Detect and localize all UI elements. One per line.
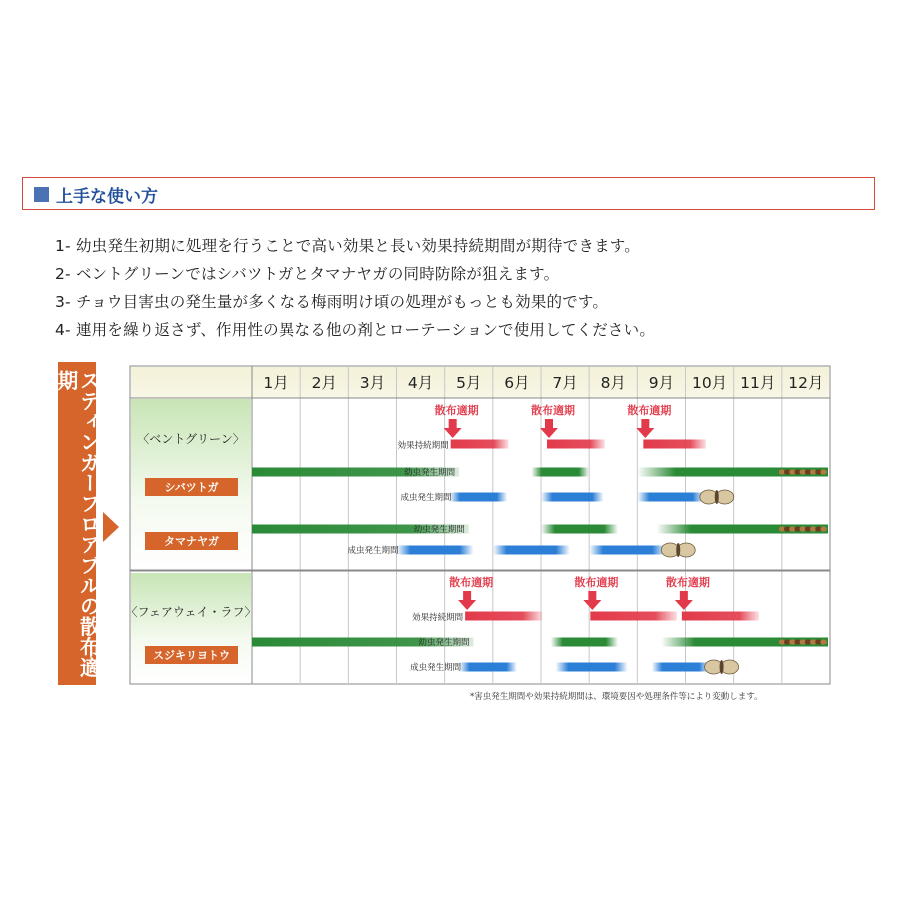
adult-period-bar [652, 663, 710, 672]
month-label: 3月 [359, 374, 386, 392]
month-label: 7月 [552, 374, 578, 392]
section-label-bg [131, 573, 251, 683]
month-label: 4月 [407, 374, 434, 392]
adult-label: 成虫発生期間 [400, 493, 452, 503]
adult-period-bar [459, 663, 517, 672]
spray-arrow-icon [545, 419, 553, 428]
adult-period-bar [589, 546, 666, 555]
footnote: *害虫発生期間や効果持続期間は、環境要因や処理条件等により変動します。 [470, 692, 763, 702]
spray-label: 散布適期 [574, 576, 619, 589]
tip-item: 4- 連用を繰り返さず、作用性の異なる他の剤とローテーションで使用してください。 [55, 321, 656, 339]
moth-icon [715, 490, 719, 504]
month-label: 11月 [740, 374, 776, 392]
caterpillar-icon [820, 469, 826, 474]
month-label: 12月 [788, 374, 824, 392]
spray-arrow-icon [641, 419, 649, 428]
spray-label: 散布適期 [434, 404, 479, 417]
effect-label: 効果持続期間 [412, 613, 464, 623]
spray-label: 散布適期 [531, 404, 575, 417]
larva-label: 幼虫発生期間 [418, 638, 470, 648]
spray-arrow-icon [680, 591, 688, 600]
section-title: 上手な使い方 [56, 187, 158, 207]
pest-name: タマナヤガ [164, 535, 219, 548]
spray-label: 散布適期 [627, 404, 672, 417]
spray-arrow-icon [449, 419, 457, 428]
adult-label: 成虫発生期間 [347, 546, 399, 556]
effect-label: 効果持続期間 [397, 441, 449, 451]
effect-duration-bar [643, 440, 706, 449]
spray-label: 散布適期 [449, 576, 494, 589]
section-name: 〈フェアウェイ・ラフ〉 [125, 605, 257, 619]
tip-item: 1- 幼虫発生初期に処理を行うことで高い効果と長い効果持続期間が期待できます。 [55, 237, 640, 255]
month-label: 5月 [456, 374, 482, 392]
effect-duration-bar [547, 440, 605, 449]
month-label: 8月 [600, 374, 626, 392]
pest-name: スジキリヨトウ [153, 649, 230, 662]
month-label: 2月 [311, 374, 337, 392]
adult-label: 成虫発生期間 [410, 663, 462, 673]
spray-arrow-icon [463, 591, 471, 600]
tip-item: 3- チョウ目害虫の発生量が多くなる梅雨明け頃の処理がもっとも効果的です。 [55, 293, 609, 311]
adult-period-bar [397, 546, 474, 555]
larva-label: 幼虫発生期間 [404, 468, 456, 478]
effect-duration-bar [451, 440, 509, 449]
caterpillar-icon [820, 526, 826, 531]
effect-duration-bar [682, 612, 759, 621]
month-label: 10月 [691, 374, 728, 392]
moth-icon [676, 543, 680, 557]
adult-period-bar [541, 493, 604, 502]
larva-period-bar [531, 468, 589, 477]
adult-period-bar [493, 546, 570, 555]
spray-label: 散布適期 [665, 576, 710, 589]
month-label: 1月 [263, 374, 289, 392]
adult-period-bar [449, 493, 507, 502]
side-title: スティンガーフロアブルの散布適期 [54, 370, 101, 678]
effect-duration-bar [465, 612, 542, 621]
larva-label: 幼虫発生期間 [413, 525, 465, 535]
pest-name: シバツトガ [164, 481, 219, 494]
month-label: 9月 [648, 374, 675, 392]
effect-duration-bar [590, 612, 677, 621]
larva-period-bar [541, 525, 618, 534]
section-name: 〈ベントグリーン〉 [137, 432, 245, 446]
tip-item: 2- ベントグリーンではシバツトガとタマナヤガの同時防除が狙えます。 [55, 265, 560, 283]
adult-period-bar [555, 663, 627, 672]
caterpillar-icon [820, 639, 826, 644]
moth-icon [720, 660, 724, 674]
month-label: 6月 [504, 374, 530, 392]
adult-period-bar [637, 493, 704, 502]
larva-period-bar [551, 638, 618, 647]
spray-arrow-icon [588, 591, 596, 600]
